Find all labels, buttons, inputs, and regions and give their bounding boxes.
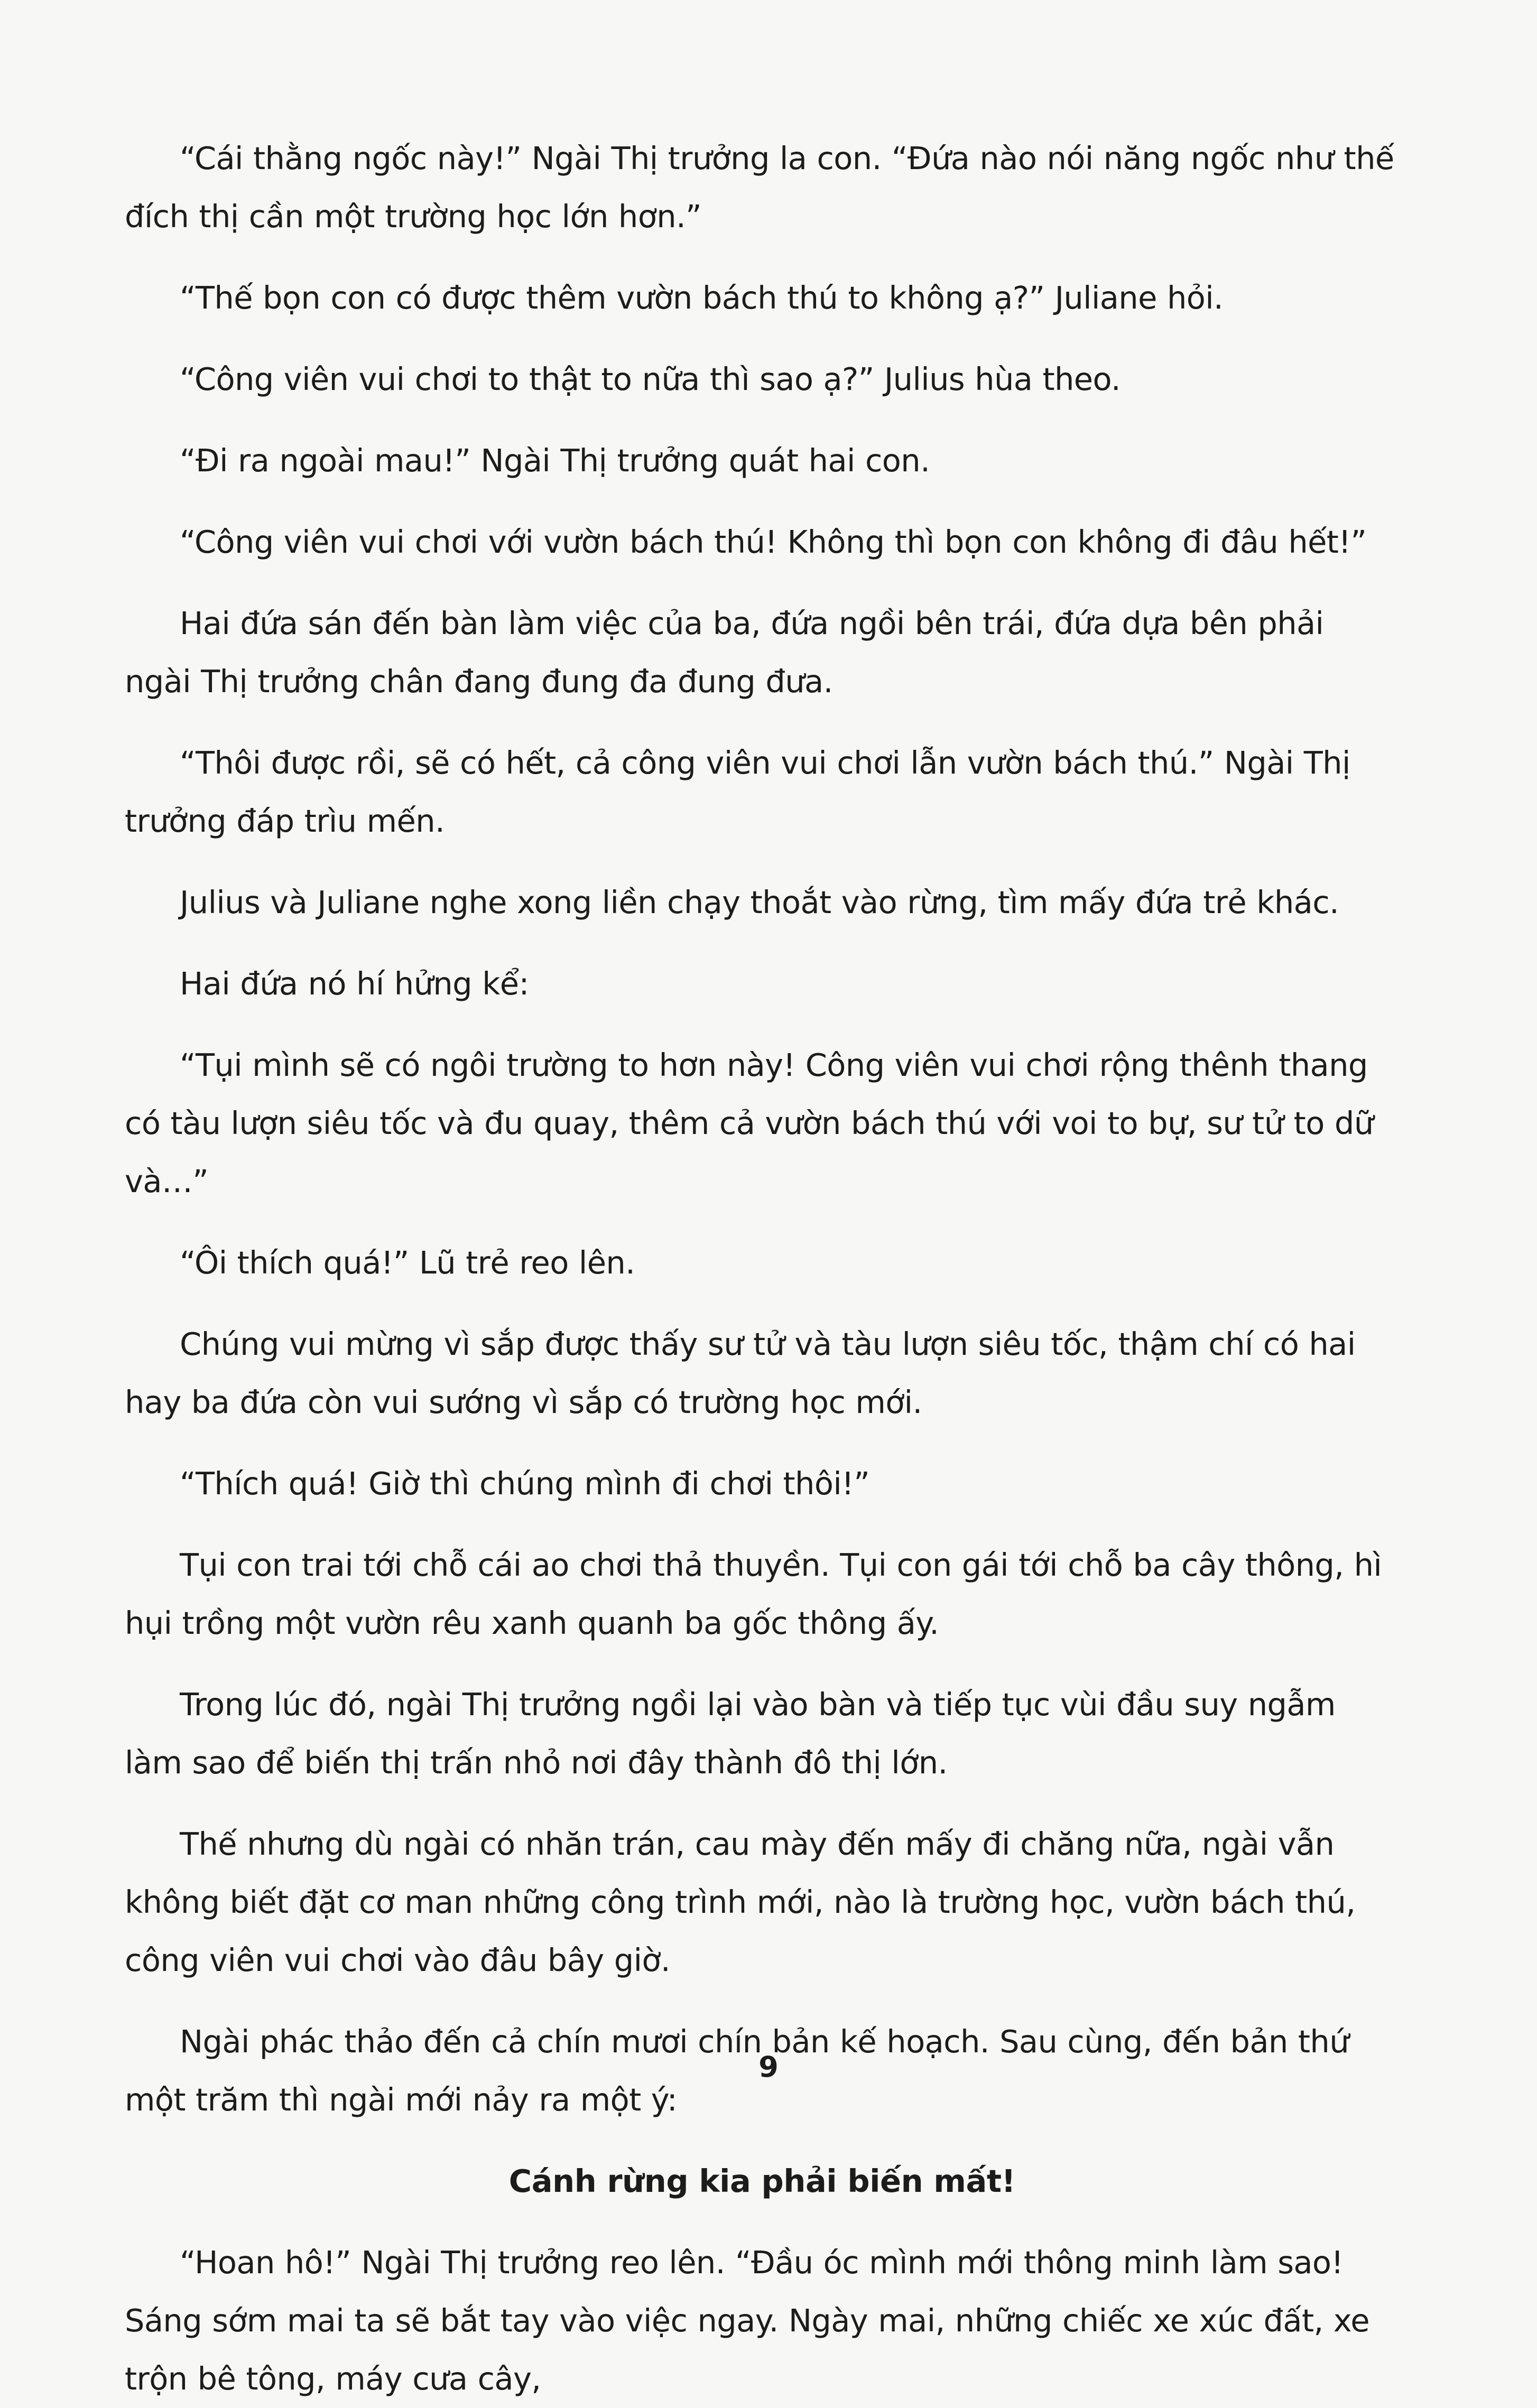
paragraph-17: Ngài phác thảo đến cả chín mươi chín bản kế hoạch. Sau cùng, đến bản thứ một trăm thì ngài mới nảy ra một ý: xyxy=(125,2023,1349,2118)
page-number: 9 xyxy=(758,2050,779,2084)
paragraph-1: “Cái thằng ngốc này!” Ngài Thị trưởng la con. “Đứa nào nói năng ngốc như thế đích thị cần một trường học lớn hơn.” xyxy=(125,140,1394,235)
closing-paragraph: “Hoan hô!” Ngài Thị trưởng reo lên. “Đầu óc mình mới thông minh làm sao! Sáng sớm mai ta sẽ bắt tay vào việc ngay. Ngày mai, những chiếc xe xúc đất, xe trộn bê tông, máy cưa cây, xyxy=(125,2244,1370,2397)
paragraph-10: “Tụi mình sẽ có ngôi trường to hơn này! Công viên vui chơi rộng thênh thang có tàu lượn siêu tốc và đu quay, thêm cả vườn bách thú với voi to bự, sư tử to dữ và…” xyxy=(125,1047,1374,1200)
emphasis-heading: Cánh rừng kia phải biến mất! xyxy=(508,2163,1016,2199)
paragraph-15: Trong lúc đó, ngài Thị trưởng ngồi lại vào bàn và tiếp tục vùi đầu suy ngẫm làm sao để biến thị trấn nhỏ nơi đây thành đô thị lớn. xyxy=(125,1686,1336,1781)
paragraph-6: Hai đứa sán đến bàn làm việc của ba, đứa ngồi bên trái, đứa dựa bên phải ngài Thị trưởng chân đang đung đa đung đưa. xyxy=(125,605,1324,700)
paragraph-7: “Thôi được rồi, sẽ có hết, cả công viên vui chơi lẫn vườn bách thú.” Ngài Thị trưởng đáp trìu mến. xyxy=(125,745,1350,839)
paragraph-12: Chúng vui mừng vì sắp được thấy sư tử và tàu lượn siêu tốc, thậm chí có hai hay ba đứa còn vui sướng vì sắp có trường học mới. xyxy=(125,1326,1356,1420)
paragraph-5: “Công viên vui chơi với vườn bách thú! Không thì bọn con không đi đâu hết!” xyxy=(180,524,1367,560)
paragraph-2: “Thế bọn con có được thêm vườn bách thú to không ạ?” Juliane hỏi. xyxy=(180,280,1224,316)
paragraph-16: Thế nhưng dù ngài có nhăn trán, cau mày đến mấy đi chăng nữa, ngài vẫn không biết đặt cơ man những công trình mới, nào là trường học, vườn bách thú, công viên vui chơi vào đâu bây giờ. xyxy=(125,1826,1356,1978)
paragraph-8: Julius và Juliane nghe xong liền chạy thoắt vào rừng, tìm mấy đứa trẻ khác. xyxy=(180,884,1339,921)
paragraph-4: “Đi ra ngoài mau!” Ngài Thị trưởng quát hai con. xyxy=(180,442,930,479)
paragraph-14: Tụi con trai tới chỗ cái ao chơi thả thuyền. Tụi con gái tới chỗ ba cây thông, hì hụi trồng một vườn rêu xanh quanh ba gốc thông ấy. xyxy=(125,1547,1382,1641)
paragraph-9: Hai đứa nó hí hửng kể: xyxy=(180,965,529,1002)
paragraph-13: “Thích quá! Giờ thì chúng mình đi chơi thôi!” xyxy=(180,1465,870,1502)
paragraph-3: “Công viên vui chơi to thật to nữa thì sao ạ?” Julius hùa theo. xyxy=(180,361,1121,397)
paragraph-11: “Ôi thích quá!” Lũ trẻ reo lên. xyxy=(180,1244,635,1281)
